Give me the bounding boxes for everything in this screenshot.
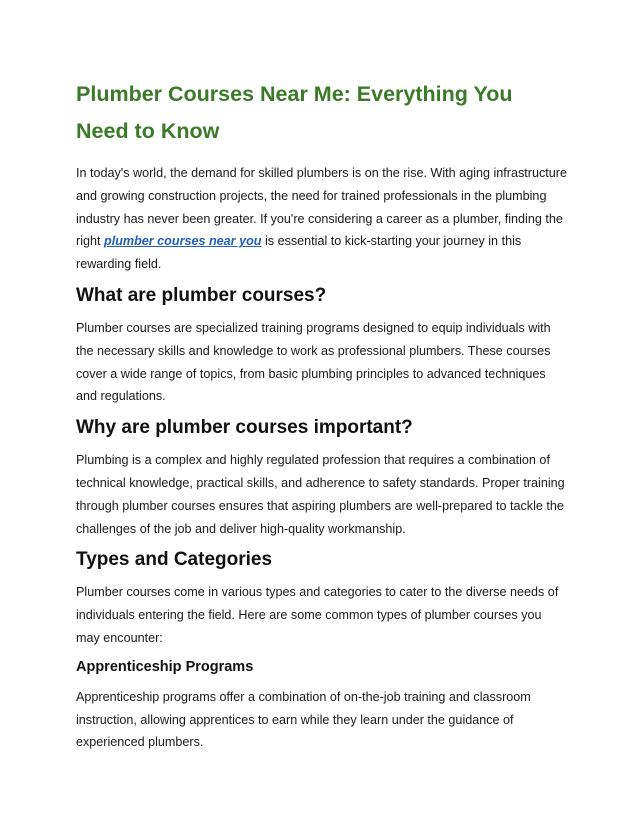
subsection-heading-apprenticeship: Apprenticeship Programs <box>76 658 254 675</box>
plumber-courses-link[interactable]: plumber courses near you <box>104 234 262 249</box>
page-title: Plumber Courses Near Me: Everything You Need to Know <box>76 82 513 143</box>
document-page <box>76 76 568 760</box>
section-heading-why-important: Why are plumber courses important? <box>76 417 413 439</box>
intro-paragraph <box>76 162 568 276</box>
intro-text-after-link: is essential to kick-starting your journey in this rewarding field. <box>76 234 522 272</box>
section-heading-what-are-courses: What are plumber courses? <box>76 284 327 306</box>
intro-text-before-link: In today's world, the demand for skilled plumbers is on the rise. With aging infrastructure and growing construction projects, the need for trained professionals in the plumbing industry has never been greater. If you're considering a career as a plumber, finding the right <box>76 166 567 249</box>
section-paragraph-what-are-courses: Plumber courses are specialized training programs designed to equip individuals with the necessary skills and knowledge to work as professional plumbers. These courses cover a wide range of topics, from basic plumbing principles to advanced techniques and regulations. <box>76 320 551 404</box>
section-paragraph-why-important: Plumbing is a complex and highly regulated profession that requires a combination of technical knowledge, practical skills, and adherence to safety standards. Proper training through plumber courses ensures that aspiring plumbers are well-prepared to tackle the challenges of the job and deliver high-quality workmanship. <box>76 453 565 536</box>
subsection-paragraph-apprenticeship: Apprenticeship programs offer a combination of on-the-job training and classroom instruction, allowing apprentices to earn while they learn under the guidance of experienced plumbers. <box>76 689 531 750</box>
section-heading-types-categories: Types and Categories <box>76 549 273 571</box>
section-paragraph-types-categories: Plumber courses come in various types and categories to cater to the diverse needs of individuals entering the field. Here are some common types of plumber courses you may encounter: <box>76 585 559 645</box>
